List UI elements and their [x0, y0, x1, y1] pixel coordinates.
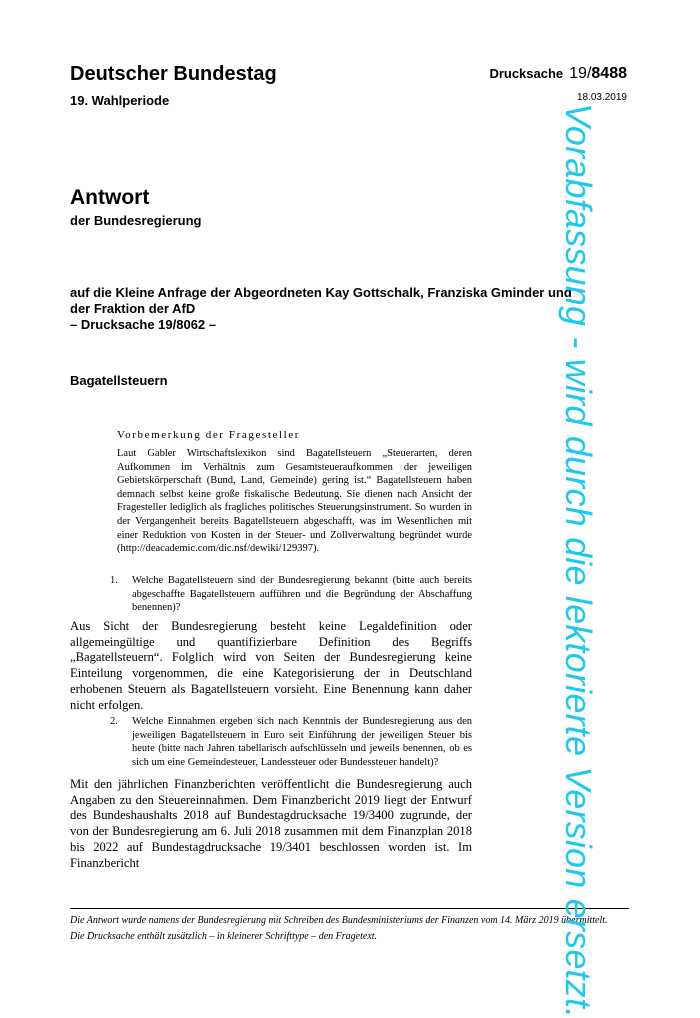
vorbemerkung-text: Laut Gabler Wirtschaftslexikon sind Bagatellsteuern „Steuerarten, deren Aufkommen im Verhältnis zum Gesamtsteueraufkommen der jeweiligen Gebietskörperschaft (Bund, Land, Gemeinde) gering ist.“ Bagatellsteuern haben demnach selbst keine große fiskalische Bedeutung. Sie dienen nach Ansicht der Fragesteller lediglich als fragliches politisches Steuerungsinstrument. So wurden in der Vergangenheit bereits Bagatellsteuern abgeschafft, was im Wesentlichen mit einer Reduktion von Kosten in der Steuer- und Zollverwaltung begründet wurde (http://deacademic.com/dic.nsf/dewiki/129397). — [117, 448, 472, 555]
question-text: Welche Bagatellsteuern sind der Bundesregierung bekannt (bitte auch bereits abgeschaffte Bagatellsteuern aufführen und die Begründung der Abschaffung benennen)? — [132, 575, 472, 614]
draft-watermark: Vorabfassung - wird durch die lektorierte Version ersetzt. — [558, 103, 599, 1018]
answer-2: Mit den jährlichen Finanzberichten veröffentlicht die Bundesregierung auch Angaben zu den Steuereinnahmen. Dem Finanzbericht 2019 liegt der Entwurf des Bundeshaushalts 2018 auf Bundestagdrucksache 19/3400 zugrunde, der von der Bundesregierung am 6. Juli 2018 zusammen mit dem Finanzplan 2018 bis 2022 auf Bundestagdrucksache 19/3401 beschlossen worden ist. Im Finanzbericht — [70, 777, 472, 870]
question-2 — [110, 715, 472, 769]
question-number: 2. — [110, 716, 118, 727]
anfrage-line-1: auf die Kleine Anfrage der Abgeordneten Kay Gottschalk, Franziska Gminder und — [70, 285, 572, 300]
document-header-left — [70, 62, 277, 108]
document-title: Antwort — [70, 186, 150, 209]
anfrage-line-3: – Drucksache 19/8062 – — [70, 317, 216, 332]
footer-note-transmission: Die Antwort wurde namens der Bundesregierung mit Schreiben des Bundesministeriums der Finanzen vom 14. März 2019 übermittelt. — [70, 915, 608, 926]
anfrage-line-2: der Fraktion der AfD — [70, 301, 196, 316]
answer-1: Aus Sicht der Bundesregierung besteht keine Legaldefinition oder allgemeingültige und quantifizierbare Definition des Begriffs „Bagatellsteuern“. Folglich wird von Seiten der Bundesregierung keine Einteilung vorgenommen, die eine Kategorisierung der in Deutschland erhobenen Steuern als Bagatellsteuern vorsieht. Eine Benennung kann daher nicht erfolgen. — [70, 619, 472, 712]
footer-note-font: Die Drucksache enthält zusätzlich – in kleinerer Schrifttype – den Fragetext. — [70, 931, 378, 942]
footer-notes — [70, 914, 630, 946]
document-header-right — [489, 64, 627, 103]
question-text: Welche Einnahmen ergeben sich nach Kenntnis der Bundesregierung aus den jeweiligen Bagatellsteuern in Euro seit Einführung der jeweiligen Steuer bis heute (bitte nach Jahren tabellarisch aufschlüsseln und jeweils benennen, ob es sich um eine Gemeindesteuer, Landessteuer oder Bundessteuer handelt)? — [132, 716, 472, 768]
vorbemerkung-heading: Vorbemerkung der Fragesteller — [117, 429, 301, 441]
drucksache-number — [489, 64, 627, 84]
topic-heading: Bagatellsteuern — [70, 373, 168, 388]
drucksache-prefix: 19/ — [569, 65, 592, 82]
institution-title: Deutscher Bundestag — [70, 63, 277, 85]
drucksache-id: 8488 — [591, 65, 627, 82]
document-date: 18.03.2019 — [576, 92, 627, 103]
document-subtitle: der Bundesregierung — [70, 213, 202, 228]
question-1 — [110, 574, 472, 615]
drucksache-label: Drucksache — [489, 66, 564, 81]
question-number: 1. — [110, 575, 118, 586]
footer-divider — [70, 908, 629, 909]
election-period: 19. Wahlperiode — [70, 93, 170, 108]
